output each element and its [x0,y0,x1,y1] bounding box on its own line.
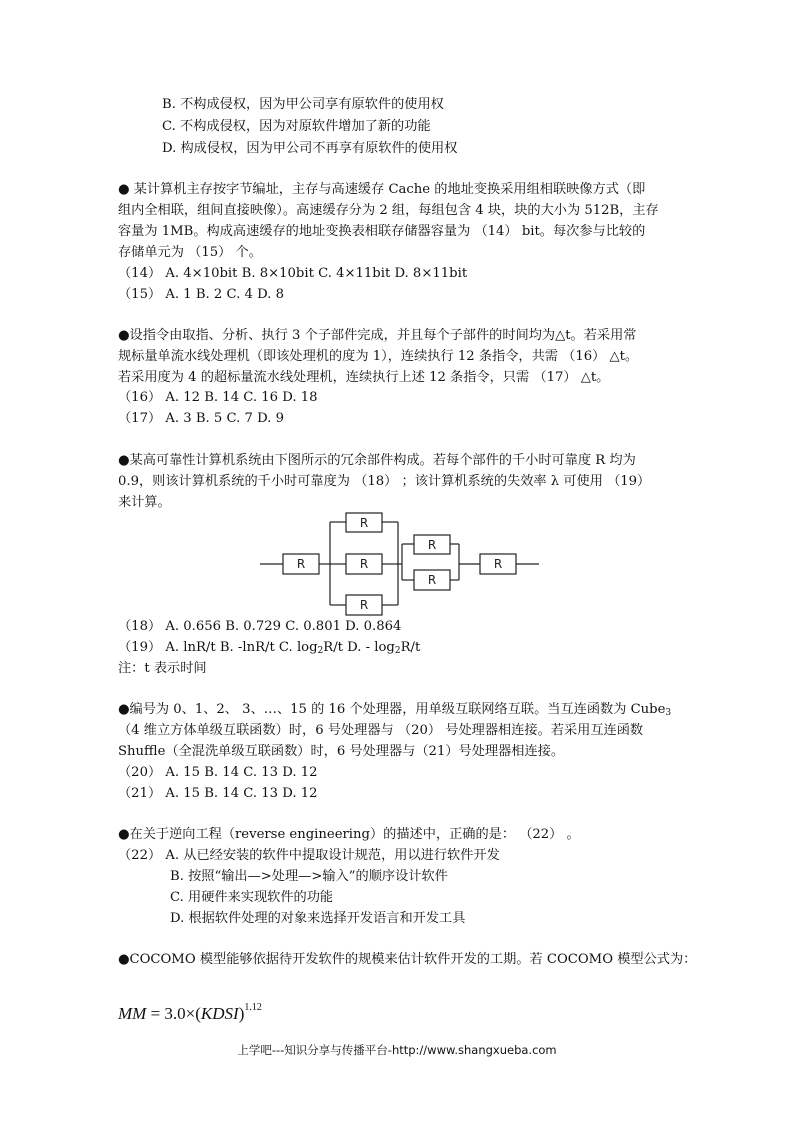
question-stem-line: （4 维立方体单级互联函数）时，6 号处理器与 （20） 号处理器相连接。若采用互连函数 [118,723,644,738]
block-label: R [427,573,437,587]
option-line: C. 不构成侵权，因为对原软件增加了新的功能 [162,119,431,134]
option-line: （18） A. 0.656 B. 0.729 C. 0.801 D. 0.864 [118,619,402,634]
question-stem-line: 来计算。 [118,495,171,510]
option-line: B. 按照“输出—>处理—>输入”的顺序设计软件 [170,869,448,884]
question-stem-line: 0.9，则该计算机系统的千小时可靠度为 （18） ；该计算机系统的失效率 λ 可使用 （19） [118,474,651,489]
reliability-diagram [255,508,545,620]
option-line: C. 用硬件来实现软件的功能 [170,890,334,905]
block-label: R [493,557,503,571]
page-footer: 上学吧---知识分享与传播平台-http://www.shangxueba.com [237,1043,557,1057]
block-label: R [296,557,306,571]
option-line: （20） A. 15 B. 14 C. 13 D. 12 [118,765,318,780]
option-line: （19） A. lnR/t B. -lnR/t C. $\log_2R/t$ D. - $\log_2R/t$ [118,640,421,656]
question-stem-line: ●在关于逆向工程（reverse engineering）的描述中，正确的是： （22） 。 [118,827,580,842]
cocomo-formula: MM = 3.0×(KDSI)$^{1.12}$ [118,1002,262,1023]
option-line: （15） A. 1 B. 2 C. 4 D. 8 [118,287,284,302]
option-line: D. 根据软件处理的对象来选择开发语言和开发工具 [170,911,466,926]
option-line: （22） A. 从已经安装的软件中提取设计规范，用以进行软件开发 [118,848,500,863]
question-stem-line: 存储单元为 （15） 个。 [118,245,262,260]
option-line: （16） A. 12 B. 14 C. 16 D. 18 [118,390,318,405]
question-stem-line: 若采用度为 4 的超标量流水线处理机，连续执行上述 12 条指令，只需 （17） △t。 [118,370,610,385]
question-stem-line: ● 某计算机主存按字节编址，主存与高速缓存 Cache 的地址变换采用组相联映像方式（即 [118,182,646,197]
block-label: R [359,516,369,530]
note-line: 注：t 表示时间 [118,661,207,676]
question-stem-line: ●某高可靠性计算机系统由下图所示的冗余部件构成。若每个部件的千小时可靠度 R 均为 [118,453,636,468]
question-stem-line: ●COCOMO 模型能够依据待开发软件的规模来估计软件开发的工期。若 COCOMO 模型公式为： [118,952,697,967]
question-stem-line: 容量为 1MB。构成高速缓存的地址变换表相联存储器容量为 （14） bit。每次参与比较的 [118,224,646,239]
block-label: R [427,538,437,552]
question-stem-line: 规标量单流水线处理机（即该处理机的度为 1），连续执行 12 条指令，共需 （16） △t。 [118,349,639,364]
question-stem-line: ●设指令由取指、分析、执行 3 个子部件完成，并且每个子部件的时间均为△t。若采用常 [118,328,637,343]
question-stem-line: 组内全相联，组间直接映像）。高速缓存分为 2 组，每组包含 4 块，块的大小为 512B，主存 [118,203,659,218]
option-line: （14） A. 4×10bit B. 8×10bit C. 4×11bit D. 8×11bit [118,266,468,281]
option-line: B. 不构成侵权，因为甲公司享有原软件的使用权 [162,97,444,112]
option-line: （21） A. 15 B. 14 C. 13 D. 12 [118,786,318,801]
question-stem-line: ●编号为 0、1、2、 3、…、15 的 16 个处理器，用单级互联网络互联。当互连函数为 Cube$_3$ [118,702,672,718]
block-label: R [359,598,369,612]
block-label: R [359,557,369,571]
option-line: D. 构成侵权，因为甲公司不再享有原软件的使用权 [162,141,458,156]
option-line: （17） A. 3 B. 5 C. 7 D. 9 [118,411,284,426]
question-stem-line: Shuffle（全混洗单级互联函数）时，6 号处理器与（21）号处理器相连接。 [118,744,565,759]
